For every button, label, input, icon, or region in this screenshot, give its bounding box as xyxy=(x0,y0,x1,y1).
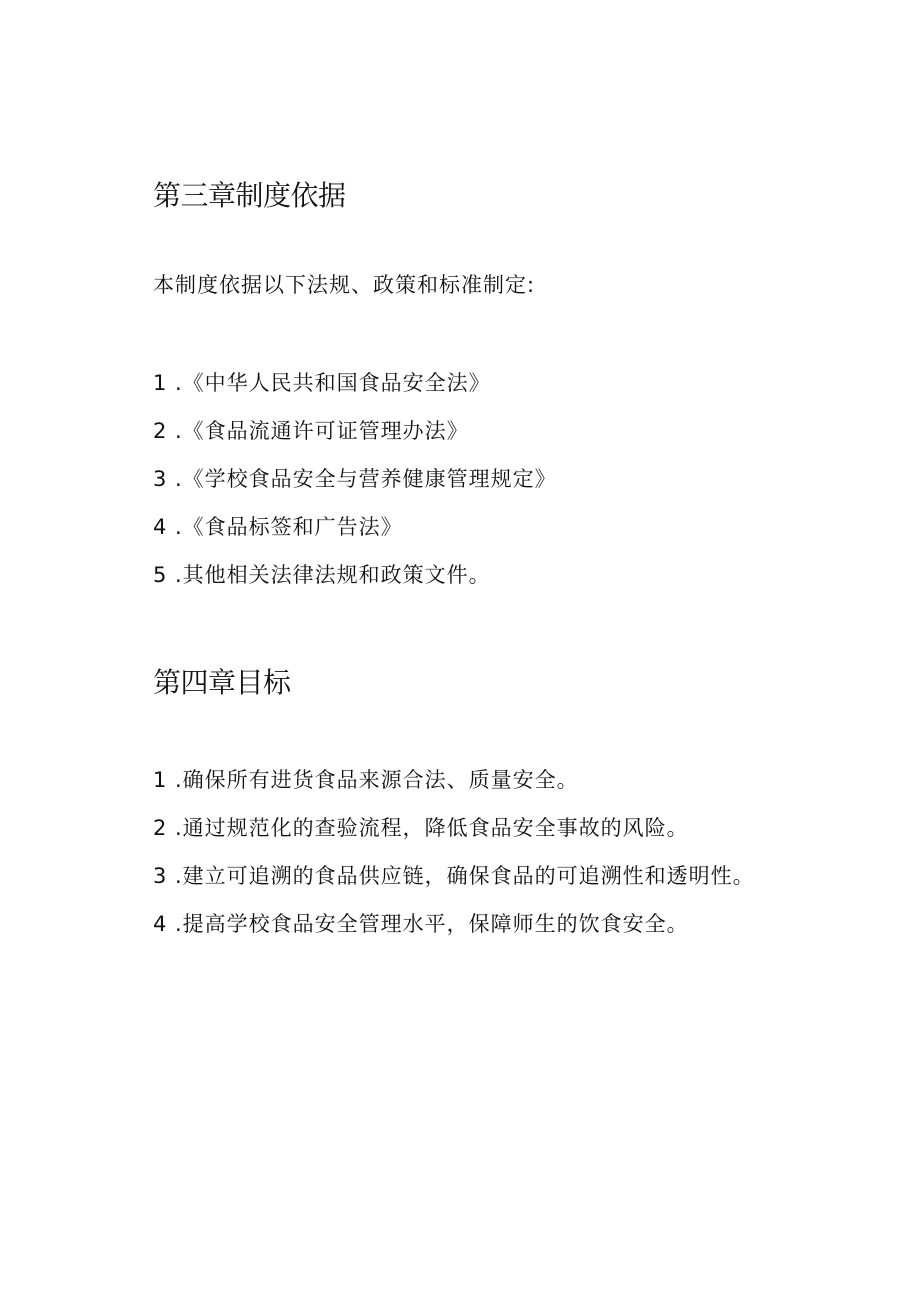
list-item-number: 3 xyxy=(153,864,168,888)
list-item-text: .《学校食品安全与营养健康管理规定》 xyxy=(175,467,557,491)
list-item-number: 5 xyxy=(153,563,168,587)
list-item-number: 3 xyxy=(153,467,168,491)
list-item-number: 4 xyxy=(153,912,168,936)
chapter-3-basis-list xyxy=(153,368,557,608)
list-item-number: 2 xyxy=(153,419,168,443)
list-item xyxy=(153,813,755,861)
list-item xyxy=(153,368,557,416)
list-item-number: 1 xyxy=(153,371,168,395)
list-item-number: 4 xyxy=(153,515,168,539)
chapter-4-goals-list xyxy=(153,765,755,957)
list-item-text: .通过规范化的查验流程，降低食品安全事故的风险。 xyxy=(175,816,689,840)
list-item-number: 1 xyxy=(153,768,168,792)
list-item xyxy=(153,464,557,512)
list-item-text: .建立可追溯的食品供应链，确保食品的可追溯性和透明性。 xyxy=(175,864,755,888)
list-item-text: .《食品流通许可证管理办法》 xyxy=(175,419,469,443)
list-item-text: .《食品标签和广告法》 xyxy=(175,515,403,539)
list-item xyxy=(153,416,557,464)
list-item xyxy=(153,512,557,560)
list-item xyxy=(153,861,755,909)
list-item-number: 2 xyxy=(153,816,168,840)
list-item xyxy=(153,909,755,957)
list-item-text: .确保所有进货食品来源合法、质量安全。 xyxy=(175,768,579,792)
list-item-text: .其他相关法律法规和政策文件。 xyxy=(175,563,491,587)
chapter-3-heading: 第三章制度依据 xyxy=(153,179,346,212)
list-item xyxy=(153,765,755,813)
chapter-3-intro: 本制度依据以下法规、政策和标准制定: xyxy=(153,273,536,297)
chapter-4-heading: 第四章目标 xyxy=(153,666,291,699)
list-item xyxy=(153,560,557,608)
list-item-text: .《中华人民共和国食品安全法》 xyxy=(175,371,491,395)
list-item-text: .提高学校食品安全管理水平，保障师生的饮食安全。 xyxy=(175,912,689,936)
